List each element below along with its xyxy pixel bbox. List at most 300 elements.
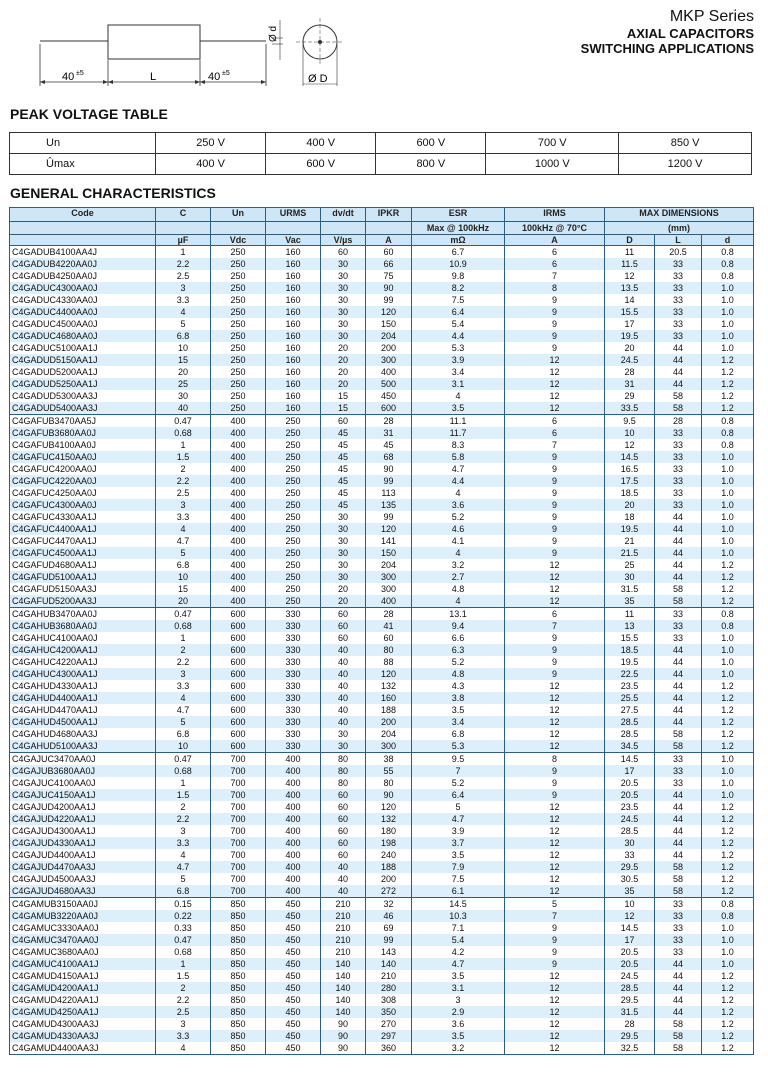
cell-code: C4GAHUD4330AA1J [10,680,156,692]
cell-dim-diameter: 14 [605,294,655,306]
cell-code: C4GAFUD5100AA1J [10,571,156,583]
cell-dvdt: 40 [321,668,366,680]
cell-dvdt: 60 [321,415,366,428]
cell-capacitance: 3 [156,668,211,680]
cell-dim-length: 44 [655,958,702,970]
cell-capacitance: 4 [156,849,211,861]
cell-dim-length: 44 [655,680,702,692]
cell-rated-voltage: 700 [211,753,266,766]
cell-rms-current: 12 [505,716,605,728]
cell-esr: 4.4 [412,475,505,487]
cell-dim-diameter: 17 [605,765,655,777]
cell-dvdt: 60 [321,632,366,644]
cell-rms-voltage: 400 [266,753,321,766]
cell-rms-current: 12 [505,728,605,740]
cell-dim-length: 44 [655,837,702,849]
cell-rated-voltage: 400 [211,415,266,428]
cell-code: C4GAJUD4470AA3J [10,861,156,873]
peak-voltage-cell: 700 V [486,133,619,154]
cell-rms-voltage: 160 [266,342,321,354]
table-row [10,378,754,390]
table-row [10,765,754,777]
cell-dvdt: 210 [321,922,366,934]
cell-dim-length: 44 [655,692,702,704]
header-max-dimensions [605,208,754,222]
cell-dim-diameter: 23.5 [605,801,655,813]
cell-dim-lead-diameter: 1.0 [702,922,754,934]
cell-rms-voltage: 400 [266,801,321,813]
cell-capacitance: 20 [156,595,211,608]
cell-code: C4GAMUC3470AA0J [10,934,156,946]
cell-dim-length: 44 [655,523,702,535]
cell-dim-lead-diameter: 1.0 [702,511,754,523]
table-row [10,1030,754,1042]
table-row [10,946,754,958]
cell-rms-current: 9 [505,958,605,970]
cell-peak-current: 400 [366,366,412,378]
cell-dim-length: 44 [655,825,702,837]
cell-dim-length: 33 [655,330,702,342]
cell-dim-lead-diameter: 1.2 [702,994,754,1006]
unit-esr: mΩ [412,235,505,246]
cell-rms-current: 12 [505,861,605,873]
cell-rated-voltage: 700 [211,765,266,777]
cell-dim-diameter: 18 [605,511,655,523]
cell-dim-lead-diameter: 1.2 [702,402,754,415]
cell-dim-lead-diameter: 0.8 [702,246,754,259]
peak-voltage-cell: 600 V [266,154,376,175]
cell-peak-current: 143 [366,946,412,958]
table-row [10,910,754,922]
cell-code: C4GAMUD4150AA1J [10,970,156,982]
cell-dim-length: 58 [655,885,702,898]
cell-capacitance: 4 [156,692,211,704]
cell-dim-lead-diameter: 1.2 [702,1018,754,1030]
dim-body-label: L [150,71,157,83]
cell-dim-lead-diameter: 1.0 [702,499,754,511]
cell-rated-voltage: 700 [211,813,266,825]
header-urms: URMS [266,208,321,222]
cell-capacitance: 10 [156,740,211,753]
cell-dvdt: 30 [321,535,366,547]
table-row [10,511,754,523]
cell-dim-lead-diameter: 1.2 [702,680,754,692]
cell-peak-current: 132 [366,680,412,692]
cell-dvdt: 210 [321,934,366,946]
cell-rms-current: 9 [505,656,605,668]
table-row [10,342,754,354]
cell-peak-current: 140 [366,958,412,970]
cell-dim-lead-diameter: 0.8 [702,415,754,428]
cell-rated-voltage: 600 [211,716,266,728]
cell-dim-lead-diameter: 0.8 [702,439,754,451]
cell-esr: 10.3 [412,910,505,922]
cell-dim-length: 33 [655,765,702,777]
cell-dim-length: 44 [655,511,702,523]
unit-irms: A [505,235,605,246]
cell-rated-voltage: 700 [211,861,266,873]
cell-dim-lead-diameter: 1.0 [702,282,754,294]
cell-rms-current: 12 [505,1018,605,1030]
cell-dim-length: 58 [655,728,702,740]
cell-dim-length: 58 [655,1030,702,1042]
cell-dim-length: 44 [655,644,702,656]
cell-rms-voltage: 330 [266,692,321,704]
cell-rated-voltage: 400 [211,439,266,451]
cell-rms-current: 12 [505,378,605,390]
cell-dim-length: 44 [655,668,702,680]
cell-capacitance: 2.2 [156,258,211,270]
header-max-dimensions-sub: (mm) [605,222,754,235]
cell-dim-length: 44 [655,559,702,571]
cell-dim-length: 33 [655,632,702,644]
table-row [10,970,754,982]
cell-capacitance: 4 [156,523,211,535]
lead-diameter-label: Ø d [268,25,279,42]
cell-dim-length: 44 [655,1006,702,1018]
cell-dim-diameter: 31 [605,378,655,390]
peak-voltage-row [10,154,752,175]
cell-capacitance: 4 [156,306,211,318]
cell-capacitance: 10 [156,571,211,583]
cell-capacitance: 1 [156,246,211,259]
cell-esr: 6.7 [412,246,505,259]
cell-esr: 3.4 [412,366,505,378]
cell-rated-voltage: 400 [211,595,266,608]
unit-dvdt: V/µs [321,235,366,246]
cell-dim-length: 58 [655,583,702,595]
cell-dim-lead-diameter: 1.0 [702,765,754,777]
cell-esr: 4 [412,487,505,499]
cell-rms-current: 7 [505,620,605,632]
cell-rms-current: 6 [505,415,605,428]
cell-dim-length: 58 [655,402,702,415]
cell-peak-current: 150 [366,318,412,330]
table-row [10,330,754,342]
cell-code: C4GAFUC4400AA1J [10,523,156,535]
cell-dim-length: 44 [655,994,702,1006]
cell-dvdt: 40 [321,656,366,668]
cell-rms-voltage: 250 [266,559,321,571]
cell-code: C4GAJUD4300AA1J [10,825,156,837]
cell-capacitance: 2.5 [156,487,211,499]
cell-code: C4GAHUD4500AA1J [10,716,156,728]
cell-dim-lead-diameter: 1.0 [702,946,754,958]
cell-rms-voltage: 400 [266,813,321,825]
cell-dim-diameter: 29.5 [605,1030,655,1042]
cell-peak-current: 28 [366,608,412,621]
cell-dim-lead-diameter: 1.2 [702,970,754,982]
cell-dvdt: 40 [321,704,366,716]
cell-capacitance: 4.7 [156,704,211,716]
cell-esr: 13.1 [412,608,505,621]
cell-peak-current: 300 [366,583,412,595]
cell-dim-diameter: 28.5 [605,982,655,994]
cell-capacitance: 10 [156,342,211,354]
series-title: MKP Series [669,8,754,25]
cell-dvdt: 30 [321,318,366,330]
cell-rms-voltage: 330 [266,716,321,728]
cell-capacitance: 3.3 [156,837,211,849]
cell-dim-diameter: 21 [605,535,655,547]
cell-dvdt: 210 [321,898,366,911]
cell-dim-diameter: 35 [605,885,655,898]
cell-dvdt: 30 [321,270,366,282]
cell-rms-voltage: 160 [266,270,321,282]
cell-peak-current: 80 [366,777,412,789]
cell-peak-current: 272 [366,885,412,898]
cell-rms-current: 7 [505,910,605,922]
cell-rms-current: 9 [505,487,605,499]
cell-peak-current: 45 [366,439,412,451]
cell-dim-length: 44 [655,849,702,861]
cell-dim-diameter: 24.5 [605,970,655,982]
cell-capacitance: 0.68 [156,427,211,439]
cell-capacitance: 6.8 [156,885,211,898]
cell-capacitance: 1.5 [156,451,211,463]
table-row [10,415,754,428]
cell-dim-diameter: 10 [605,898,655,911]
cell-dim-lead-diameter: 1.0 [702,451,754,463]
cell-rms-current: 12 [505,801,605,813]
cell-code: C4GADUB4250AA0J [10,270,156,282]
cell-dvdt: 60 [321,837,366,849]
cell-rms-voltage: 160 [266,330,321,342]
cell-dvdt: 80 [321,765,366,777]
header-esr-label: ESR [448,208,468,218]
cell-dim-lead-diameter: 1.2 [702,740,754,753]
cell-peak-current: 300 [366,571,412,583]
table-row [10,258,754,270]
cell-rms-current: 7 [505,439,605,451]
cell-dim-diameter: 20.5 [605,777,655,789]
cell-rated-voltage: 400 [211,487,266,499]
general-characteristics-title: GENERAL CHARACTERISTICS [10,185,216,201]
cell-capacitance: 3.3 [156,680,211,692]
cell-esr: 8.3 [412,439,505,451]
table-row [10,740,754,753]
cell-dvdt: 15 [321,402,366,415]
cell-dim-diameter: 23.5 [605,680,655,692]
peak-voltage-cell: 800 V [376,154,486,175]
cell-esr: 3.5 [412,849,505,861]
cell-dim-length: 33 [655,946,702,958]
cell-code: C4GAFUC4220AA0J [10,475,156,487]
cell-dim-diameter: 31.5 [605,1006,655,1018]
cell-rated-voltage: 600 [211,740,266,753]
table-row [10,837,754,849]
cell-capacitance: 2.2 [156,475,211,487]
peak-voltage-row-label: Un [10,133,156,154]
cell-rms-voltage: 450 [266,898,321,911]
cell-rated-voltage: 600 [211,704,266,716]
cell-dvdt: 45 [321,475,366,487]
cell-dvdt: 40 [321,644,366,656]
cell-esr: 7 [412,765,505,777]
cell-esr: 5.2 [412,777,505,789]
cell-dvdt: 60 [321,246,366,259]
cell-dim-diameter: 15.5 [605,306,655,318]
cell-code: C4GAHUC4300AA1J [10,668,156,680]
table-row [10,583,754,595]
cell-rms-current: 12 [505,680,605,692]
cell-esr: 6.6 [412,632,505,644]
cell-capacitance: 40 [156,402,211,415]
table-row [10,402,754,415]
cell-rms-voltage: 450 [266,934,321,946]
cell-dim-diameter: 20.5 [605,946,655,958]
cell-rms-current: 6 [505,608,605,621]
cell-dim-length: 33 [655,487,702,499]
cell-rms-voltage: 250 [266,499,321,511]
cell-rated-voltage: 400 [211,499,266,511]
cell-capacitance: 25 [156,378,211,390]
cell-peak-current: 180 [366,825,412,837]
cell-dim-length: 33 [655,777,702,789]
table-row [10,547,754,559]
cell-rms-voltage: 250 [266,511,321,523]
cell-capacitance: 5 [156,873,211,885]
cell-peak-current: 160 [366,692,412,704]
table-row [10,354,754,366]
table-row [10,632,754,644]
cell-esr: 8.2 [412,282,505,294]
cell-dim-diameter: 10 [605,427,655,439]
cell-dim-length: 33 [655,898,702,911]
cell-capacitance: 2 [156,982,211,994]
cell-rms-current: 9 [505,499,605,511]
cell-rated-voltage: 400 [211,427,266,439]
cell-esr: 7.9 [412,861,505,873]
cell-peak-current: 135 [366,499,412,511]
cell-capacitance: 4 [156,1042,211,1055]
cell-rms-voltage: 250 [266,415,321,428]
cell-rms-voltage: 400 [266,777,321,789]
cell-peak-current: 198 [366,837,412,849]
cell-rms-voltage: 450 [266,1006,321,1018]
cell-peak-current: 297 [366,1030,412,1042]
cell-code: C4GAJUB3680AA0J [10,765,156,777]
cell-rms-voltage: 400 [266,789,321,801]
cell-rms-voltage: 250 [266,487,321,499]
cell-rms-voltage: 450 [266,970,321,982]
cell-dim-length: 33 [655,439,702,451]
header-esr [412,208,505,222]
cell-capacitance: 1 [156,777,211,789]
cell-code: C4GAJUD4200AA1J [10,801,156,813]
cell-rated-voltage: 250 [211,390,266,402]
cell-peak-current: 69 [366,922,412,934]
cell-dim-diameter: 32.5 [605,1042,655,1055]
cell-rms-current: 12 [505,1006,605,1018]
cell-dim-diameter: 30 [605,837,655,849]
cell-rated-voltage: 250 [211,258,266,270]
cell-capacitance: 2 [156,463,211,475]
cell-dim-diameter: 12 [605,270,655,282]
cell-rms-voltage: 330 [266,620,321,632]
cell-capacitance: 30 [156,390,211,402]
cell-code: C4GADUB4100AA4J [10,246,156,259]
cell-capacitance: 2.2 [156,656,211,668]
cell-rms-voltage: 450 [266,1042,321,1055]
cell-capacitance: 3 [156,1018,211,1030]
cell-rms-voltage: 250 [266,475,321,487]
cell-rms-current: 9 [505,632,605,644]
cell-dim-lead-diameter: 1.0 [702,632,754,644]
cell-dvdt: 90 [321,1018,366,1030]
cell-dim-lead-diameter: 0.8 [702,910,754,922]
series-header [581,8,754,56]
cell-rated-voltage: 400 [211,475,266,487]
cell-peak-current: 120 [366,801,412,813]
table-row [10,294,754,306]
table-row [10,825,754,837]
cell-peak-current: 360 [366,1042,412,1055]
cell-code: C4GAMUD4400AA3J [10,1042,156,1055]
cell-capacitance: 0.68 [156,620,211,632]
cell-code: C4GAMUC3330AA0J [10,922,156,934]
cell-code: C4GAJUD4680AA3J [10,885,156,898]
cell-rated-voltage: 850 [211,958,266,970]
cell-dim-length: 33 [655,608,702,621]
cell-code: C4GAJUD4330AA1J [10,837,156,849]
cell-peak-current: 120 [366,668,412,680]
cell-dim-lead-diameter: 1.0 [702,294,754,306]
cell-dvdt: 30 [321,559,366,571]
cell-rated-voltage: 250 [211,246,266,259]
cell-rated-voltage: 850 [211,1030,266,1042]
cell-esr: 6.3 [412,644,505,656]
cell-code: C4GADUD5250AA1J [10,378,156,390]
cell-peak-current: 90 [366,789,412,801]
cell-esr: 5.3 [412,342,505,354]
cell-peak-current: 204 [366,728,412,740]
table-row [10,789,754,801]
cell-rms-current: 9 [505,342,605,354]
cell-rms-current: 9 [505,777,605,789]
cell-esr: 3.5 [412,1030,505,1042]
cell-rms-current: 9 [505,535,605,547]
cell-peak-current: 99 [366,511,412,523]
cell-rms-voltage: 330 [266,644,321,656]
cell-dim-diameter: 28.5 [605,825,655,837]
cell-code: C4GAMUD4250AA1J [10,1006,156,1018]
table-row [10,475,754,487]
cell-capacitance: 2.5 [156,1006,211,1018]
table-row [10,801,754,813]
table-row [10,571,754,583]
cell-dim-lead-diameter: 1.2 [702,825,754,837]
cell-code: C4GAMUB3150AA0J [10,898,156,911]
cell-rms-voltage: 450 [266,1030,321,1042]
cell-dim-length: 58 [655,1042,702,1055]
cell-code: C4GADUD5300AA3J [10,390,156,402]
cell-rated-voltage: 700 [211,849,266,861]
cell-rated-voltage: 250 [211,282,266,294]
table-row [10,439,754,451]
cell-dim-diameter: 29.5 [605,994,655,1006]
cell-dim-lead-diameter: 1.0 [702,318,754,330]
cell-peak-current: 210 [366,970,412,982]
cell-dim-diameter: 12 [605,439,655,451]
cell-rated-voltage: 600 [211,608,266,621]
table-row [10,728,754,740]
cell-capacitance: 0.47 [156,753,211,766]
cell-code: C4GADUC4300AA0J [10,282,156,294]
peak-voltage-cell: 400 V [156,154,266,175]
cell-esr: 11.7 [412,427,505,439]
cell-rms-current: 12 [505,1030,605,1042]
